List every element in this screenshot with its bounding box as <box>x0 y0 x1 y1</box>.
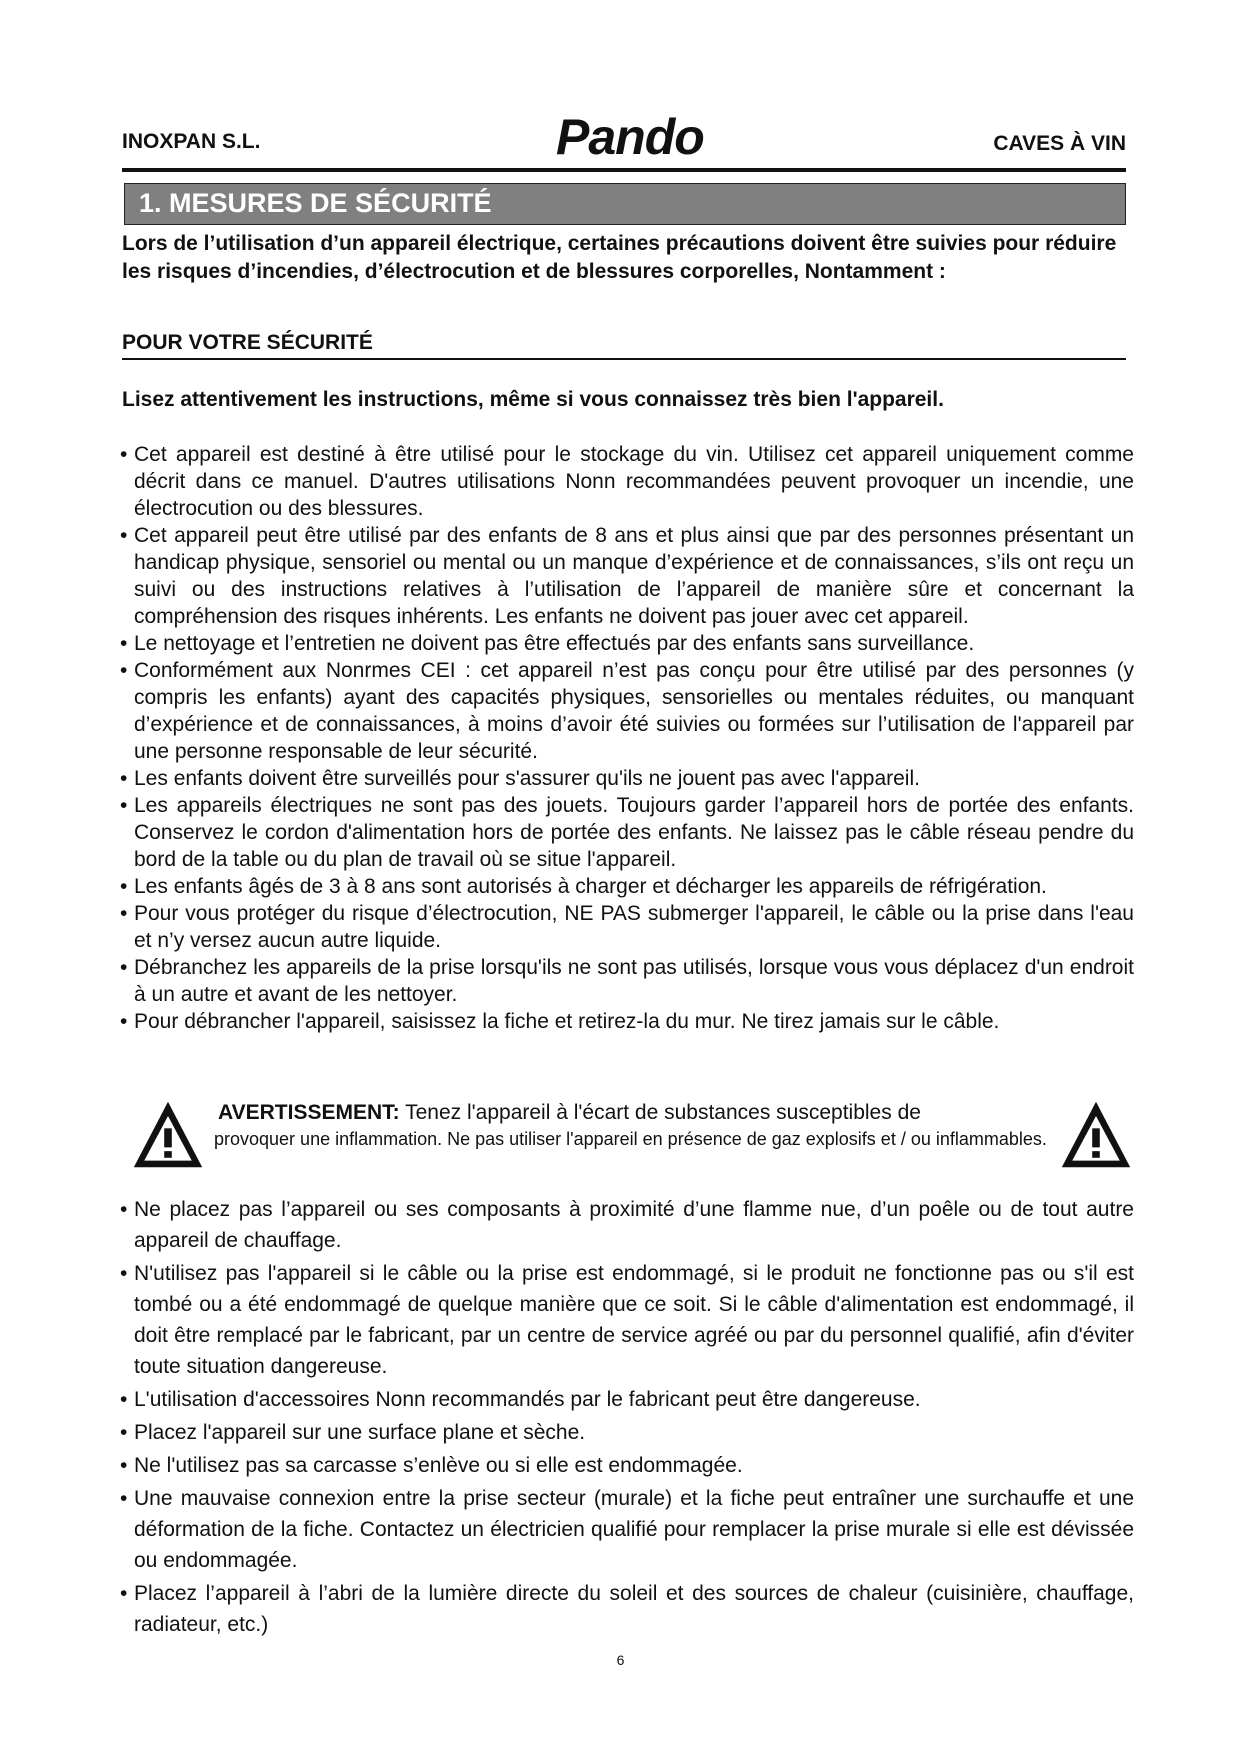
bullet-marker: • <box>120 956 128 979</box>
warning-label: AVERTISSEMENT: <box>218 1101 400 1124</box>
list-item-text: Le nettoyage et l’entretien ne doivent pas être effectués par des enfants sans surveillance. <box>134 632 975 655</box>
list-item-text: Les appareils électriques ne sont pas des jouets. Toujours garder l’appareil hors de portée des enfants. Conservez le cordon d'alimentation hors de portée des enfants. Ne laissez pas le câble réseau pendre du bord de la table ou du plan de travail où se situe l'appareil. <box>134 794 1134 871</box>
bullet-marker: • <box>120 767 128 790</box>
list-item-text: Les enfants âgés de 3 à 8 ans sont autorisés à charger et décharger les appareils de réfrigération. <box>134 875 1047 898</box>
page-header <box>122 108 1126 174</box>
intro-paragraph: Lors de l’utilisation d’un appareil électrique, certaines précautions doivent être suivies pour réduire les risques d’incendies, d’électrocution et de blessures corporelles, Nontamment : <box>122 232 1117 283</box>
list-item-text: Conformément aux Nonrmes CEI : cet appareil n’est pas conçu pour être utilisé par des personnes (y compris les enfants) ayant des capacités physiques, sensorielles ou mentales réduites, ou manquant d’expérience et de connaissances, à moins d’avoir été suivies ou formées sur l’utilisation de l'appareil par une personne responsable de leur sécurité. <box>134 659 1134 763</box>
bullet-marker: • <box>120 875 128 898</box>
subheading-text: POUR VOTRE SÉCURITÉ <box>122 331 373 354</box>
company-name: INOXPAN S.L. <box>122 130 261 153</box>
list-item-text: L'utilisation d'accessoires Nonn recommandés par le fabricant peut être dangereuse. <box>134 1388 921 1411</box>
list-item <box>122 1450 1134 1481</box>
section-title: 1. MESURES DE SÉCURITÉ <box>139 188 492 218</box>
warning-text <box>214 1099 1062 1151</box>
list-item-text: Cet appareil est destiné à être utilisé pour le stockage du vin. Utilisez cet appareil uniquement comme décrit dans ce manuel. D'autres utilisations Nonn recommandées peuvent provoquer un incendie, une électrocution ou des blessures. <box>134 443 1134 520</box>
safety-list-secondary <box>122 1194 1134 1642</box>
list-item <box>122 441 1134 522</box>
bullet-marker: • <box>120 524 128 547</box>
bullet-marker: • <box>120 1198 128 1221</box>
lead-sentence: Lisez attentivement les instructions, même si vous connaissez très bien l'appareil. <box>122 388 944 411</box>
list-item-text: Placez l'appareil sur une surface plane et sèche. <box>134 1421 586 1444</box>
warning-text-small: provoquer une inflammation. Ne pas utiliser l'appareil en présence de gaz explosifs et / ou inflammables. <box>214 1129 1047 1149</box>
list-item <box>122 1258 1134 1382</box>
list-item-text: Pour vous protéger du risque d’électrocution, NE PAS submerger l'appareil, le câble ou la prise dans l'eau et n’y versez aucun autre liquide. <box>134 902 1134 952</box>
list-item-text: Ne placez pas l’appareil ou ses composants à proximité d’une flamme nue, d’un poêle ou de tout autre appareil de chauffage. <box>134 1198 1134 1252</box>
bullet-marker: • <box>120 1582 128 1605</box>
list-item-text: Une mauvaise connexion entre la prise secteur (murale) et la fiche peut entraîner une surchauffe et une déformation de la fiche. Contactez un électricien qualifié pour remplacer la prise murale si elle est dévissée ou endommagée. <box>134 1487 1134 1572</box>
list-item-text: Cet appareil peut être utilisé par des enfants de 8 ans et plus ainsi que par des personnes présentant un handicap physique, sensoriel ou mental ou un manque d’expérience et de connaissances, s’ils ont reçu un suivi ou des instructions relatives à l’utilisation de l’appareil de manière sûre et concernant la compréhension des risques inhérents. Les enfants ne doivent pas jouer avec cet appareil. <box>134 524 1134 628</box>
list-item-text: N'utilisez pas l'appareil si le câble ou la prise est endommagé, si le produit ne fonctionne pas ou s'il est tombé ou a été endommagé de quelque manière que ce soit. Si le câble d'alimentation est endommagé, il doit être remplacé par le fabricant, par un centre de service agréé ou par du personnel qualifié, afin d'éviter toute situation dangereuse. <box>134 1262 1134 1378</box>
safety-list-primary <box>122 441 1134 1035</box>
list-item-text: Placez l’appareil à l’abri de la lumière directe du soleil et des sources de chaleur (cuisinière, chauffage, radiateur, etc.) <box>134 1582 1134 1636</box>
bullet-marker: • <box>120 1487 128 1510</box>
bullet-marker: • <box>120 794 128 817</box>
page-number: 6 <box>616 1652 625 1668</box>
bullet-marker: • <box>120 1262 128 1285</box>
list-item-text: Débranchez les appareils de la prise lorsqu'ils ne sont pas utilisés, lorsque vous vous déplacez d'un endroit à un autre et avant de les nettoyer. <box>134 956 1134 1006</box>
bullet-marker: • <box>120 1421 128 1444</box>
list-item <box>122 1578 1134 1640</box>
list-item-text: Pour débrancher l'appareil, saisissez la fiche et retirez-la du mur. Ne tirez jamais sur le câble. <box>134 1010 1000 1033</box>
list-item <box>122 792 1134 873</box>
warning-triangle-icon <box>1058 1097 1134 1173</box>
list-item-text: Ne l'utilisez pas sa carcasse s’enlève ou si elle est endommagée. <box>134 1454 743 1477</box>
list-item <box>122 900 1134 954</box>
bullet-marker: • <box>120 902 128 925</box>
warning-triangle-icon <box>130 1097 206 1173</box>
header-divider <box>122 168 1126 172</box>
section-header-bar <box>124 183 1126 225</box>
list-item <box>122 1008 1134 1035</box>
bullet-marker: • <box>120 659 128 682</box>
bullet-marker: • <box>120 443 128 466</box>
list-item <box>122 1194 1134 1256</box>
list-item-text: Les enfants doivent être surveillés pour s'assurer qu'ils ne jouent pas avec l'appareil. <box>134 767 920 790</box>
list-item <box>122 1417 1134 1448</box>
brand-logo: Pando <box>556 109 704 165</box>
subheading <box>122 330 1126 360</box>
list-item <box>122 522 1134 630</box>
bullet-marker: • <box>120 1010 128 1033</box>
bullet-marker: • <box>120 632 128 655</box>
document-type: CAVES À VIN <box>993 132 1126 155</box>
list-item <box>122 873 1134 900</box>
bullet-marker: • <box>120 1454 128 1477</box>
list-item <box>122 954 1134 1008</box>
list-item <box>122 630 1134 657</box>
bullet-marker: • <box>120 1388 128 1411</box>
list-item <box>122 765 1134 792</box>
list-item <box>122 657 1134 765</box>
list-item <box>122 1483 1134 1576</box>
warning-text-large: Tenez l'appareil à l'écart de substances susceptibles de <box>405 1101 921 1124</box>
warning-box <box>122 1097 1134 1183</box>
list-item <box>122 1384 1134 1415</box>
